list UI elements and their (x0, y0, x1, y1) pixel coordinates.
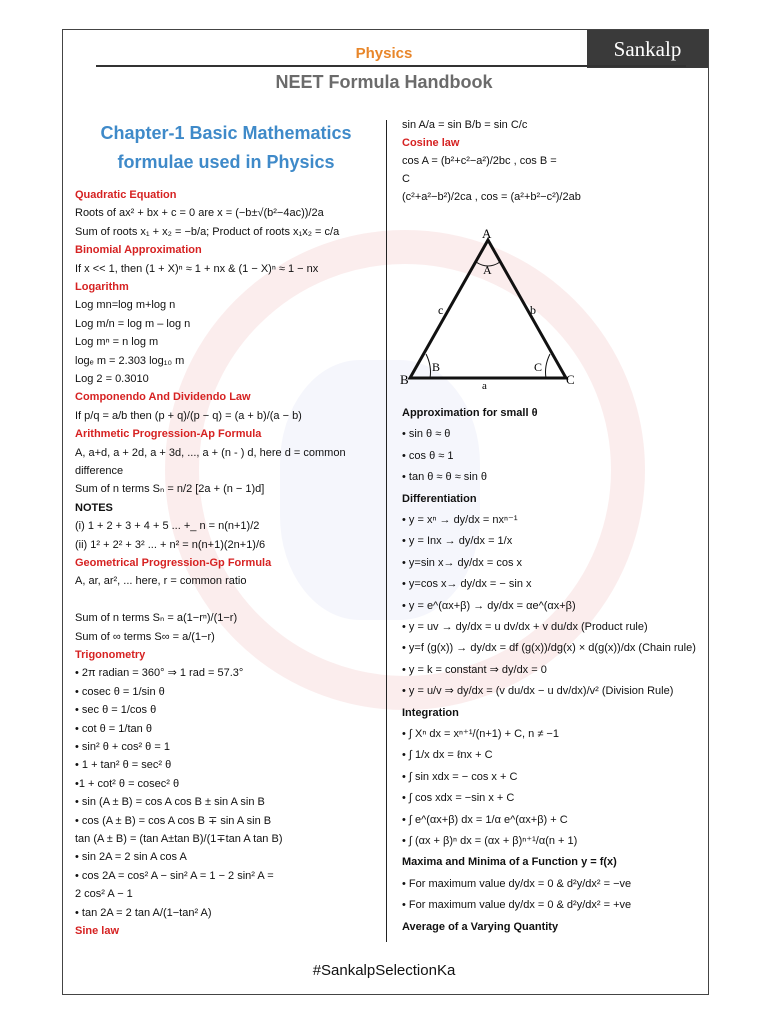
right-line: • ∫ cos xdx = −sin x + C (402, 792, 515, 805)
angle-a-label: A (483, 263, 492, 277)
left-line: Sum of n terms Sₙ = a(1−rⁿ)/(1−r) (75, 612, 238, 625)
right-line: • y = e^(αx+β) → dy/dx = αe^(αx+β) (402, 599, 576, 612)
right-line: • ∫ e^(αx+β) dx = 1/α e^(αx+β) + C (402, 813, 568, 826)
left-line: If p/q = a/b then (p + q)/(p − q) = (a + b)/(a − b) (75, 409, 302, 422)
left-line: Sum of ∞ terms S∞ = a/(1−r) (75, 630, 215, 643)
right_top-line: sin A/a = sin B/b = sin C/c (402, 119, 528, 131)
right-line: • y=f (g(x)) → dy/dx = df (g(x))/dg(x) × d(g(x))/dx (Chain rule) (402, 642, 696, 655)
left-line: A, ar, ar², ... here, r = common ratio (75, 575, 247, 588)
left-line: • 1 + tan² θ = sec² θ (75, 759, 172, 772)
left-line: Logarithm (75, 281, 129, 293)
right_top-line: Cosine law (402, 137, 460, 149)
left-line: Binomial Approximation (75, 244, 202, 257)
header-rule (96, 65, 686, 67)
left-line: Sum of n terms Sₙ = n/2 [2a + (n − 1)d] (75, 483, 265, 496)
left-line: difference (75, 465, 124, 477)
vertex-c-label: C (566, 372, 575, 387)
left-line: (ii) 1² + 2² + 3² ... + n² = n(n+1)(2n+1)/6 (75, 538, 266, 551)
left-line: • cos 2A = cos² A − sin² A = 1 − 2 sin² A = (75, 869, 274, 882)
left-line: Log 2 = 0.3010 (75, 373, 149, 385)
left-line: • 2π radian = 360° ⇒ 1 rad = 57.3° (75, 667, 244, 680)
angle-arc-c (546, 354, 551, 378)
right-line: • y = Inx → dy/dx = 1/x (402, 535, 513, 548)
right-line: • sin θ ≈ θ (402, 428, 451, 441)
left-line: Componendo And Dividendo Law (75, 391, 251, 404)
right-line: • tan θ ≈ θ ≈ sin θ (402, 471, 488, 484)
left-line: (i) 1 + 2 + 3 + 4 + 5 ... +_ n = n(n+1)/2 (75, 520, 260, 533)
left-line: • sin 2A = 2 sin A cos A (75, 851, 187, 864)
handbook-title: NEET Formula Handbook (275, 72, 493, 92)
angle-c-label: C (534, 360, 543, 374)
left-line: Arithmetic Progression-Ap Formula (75, 428, 262, 441)
left-line: A, a+d, a + 2d, a + 3d, ..., a + (n - ) d, here d = common (75, 446, 346, 459)
vertex-a-label: A (482, 226, 492, 241)
right-line: Integration (402, 706, 459, 719)
subject-title: Physics (355, 45, 413, 62)
left-line: Sum of roots x₁ + x₂ = −b/a; Product of roots x₁x₂ = c/a (75, 225, 340, 238)
right-line: Average of a Varying Quantity (402, 920, 559, 933)
left-line: Geometrical Progression-Gp Formula (75, 557, 272, 569)
side-c-label: c (438, 303, 444, 317)
right-line: • y = k = constant ⇒ dy/dx = 0 (402, 663, 547, 676)
side-b-label: b (530, 303, 536, 317)
left-line: Log mn=log m+log n (75, 299, 176, 312)
left-line: NOTES (75, 501, 113, 514)
right-line: • ∫ Xⁿ dx = xⁿ⁺¹/(n+1) + C, n ≠ −1 (402, 728, 559, 740)
right-line: • For maximum value dy/dx = 0 & d²y/dx² = +ve (402, 899, 632, 912)
left-line: logₑ m = 2.303 log₁₀ m (75, 354, 185, 367)
left-line: If x << 1, then (1 + X)ⁿ ≈ 1 + nx & (1 − X)ⁿ ≈ 1 − nx (75, 262, 319, 275)
right-line: • y=cos x→ dy/dx = − sin x (402, 578, 532, 591)
left-line: • sin² θ + cos² θ = 1 (75, 741, 170, 753)
left-line: Log m/n = log m – log n (75, 317, 191, 330)
right_top-line: C (402, 173, 410, 185)
left-line: Trigonometry (75, 649, 146, 661)
left-line: • sin (A ± B) = cos A cos B ± sin A sin B (75, 796, 265, 809)
right-line: Approximation for small θ (402, 407, 538, 419)
left-line: •1 + cot² θ = cosec² θ (75, 777, 180, 790)
right-line: Maxima and Minima of a Function y = f(x) (402, 856, 617, 869)
left-line: Quadratic Equation (75, 189, 177, 201)
side-a-label: a (482, 380, 487, 391)
right_top-line: (c²+a²−b²)/2ca , cos = (a²+b²−c²)/2ab (402, 191, 581, 203)
right-line: • y = uv → dy/dx = u dv/dx + v du/dx (Product rule) (402, 621, 648, 633)
left-line: • cos (A ± B) = cos A cos B ∓ sin A sin B (75, 814, 272, 827)
brand-badge: Sankalp (587, 30, 708, 68)
left-line: • tan 2A = 2 tan A/(1−tan² A) (75, 906, 212, 919)
left-line: Sine law (75, 925, 120, 937)
triangle-diagram (398, 226, 578, 391)
vertex-b-label: B (400, 372, 409, 387)
left-line: 2 cos² A − 1 (75, 888, 133, 901)
angle-b-label: B (432, 360, 441, 374)
left-line: • cot θ = 1/tan θ (75, 722, 152, 735)
column-divider (386, 120, 387, 942)
right-line: • y = u/v ⇒ dy/dx = (v du/dx − u dv/dx)/v² (Division Rule) (402, 685, 674, 698)
footer-hashtag: #SankalpSelectionKa (312, 962, 456, 979)
chapter-title-line1: Chapter-1 Basic Mathematics (100, 123, 352, 143)
right_top-line: cos A = (b²+c²−a²)/2bc , cos B = (402, 155, 557, 167)
right-line: Differentiation (402, 492, 477, 505)
chapter-title-line2: formulae used in Physics (117, 152, 335, 172)
left-line: Log mⁿ = n log m (75, 336, 159, 349)
right-line: • y=sin x→ dy/dx = cos x (402, 556, 523, 569)
right-line: • ∫ 1/x dx = ℓnx + C (402, 749, 493, 762)
right-line: • y = xⁿ → dy/dx = nxⁿ⁻¹ (402, 514, 518, 526)
left-line: Roots of ax² + bx + c = 0 are x = (−b±√(b²−4ac))/2a (75, 207, 324, 220)
right-line: • cos θ ≈ 1 (402, 449, 454, 462)
right-line: • ∫ sin xdx = − cos x + C (402, 770, 518, 783)
left-line: tan (A ± B) = (tan A±tan B)/(1∓tan A tan B) (75, 833, 283, 845)
left-line: • sec θ = 1/cos θ (75, 704, 157, 717)
right-line: • For maximum value dy/dx = 0 & d²y/dx² = −ve (402, 877, 632, 890)
triangle-shape (410, 240, 566, 378)
left-line: • cosec θ = 1/sin θ (75, 685, 165, 698)
angle-arc-b (426, 354, 431, 378)
right-line: • ∫ (αx + β)ⁿ dx = (αx + β)ⁿ⁺¹/α(n + 1) (402, 835, 578, 847)
